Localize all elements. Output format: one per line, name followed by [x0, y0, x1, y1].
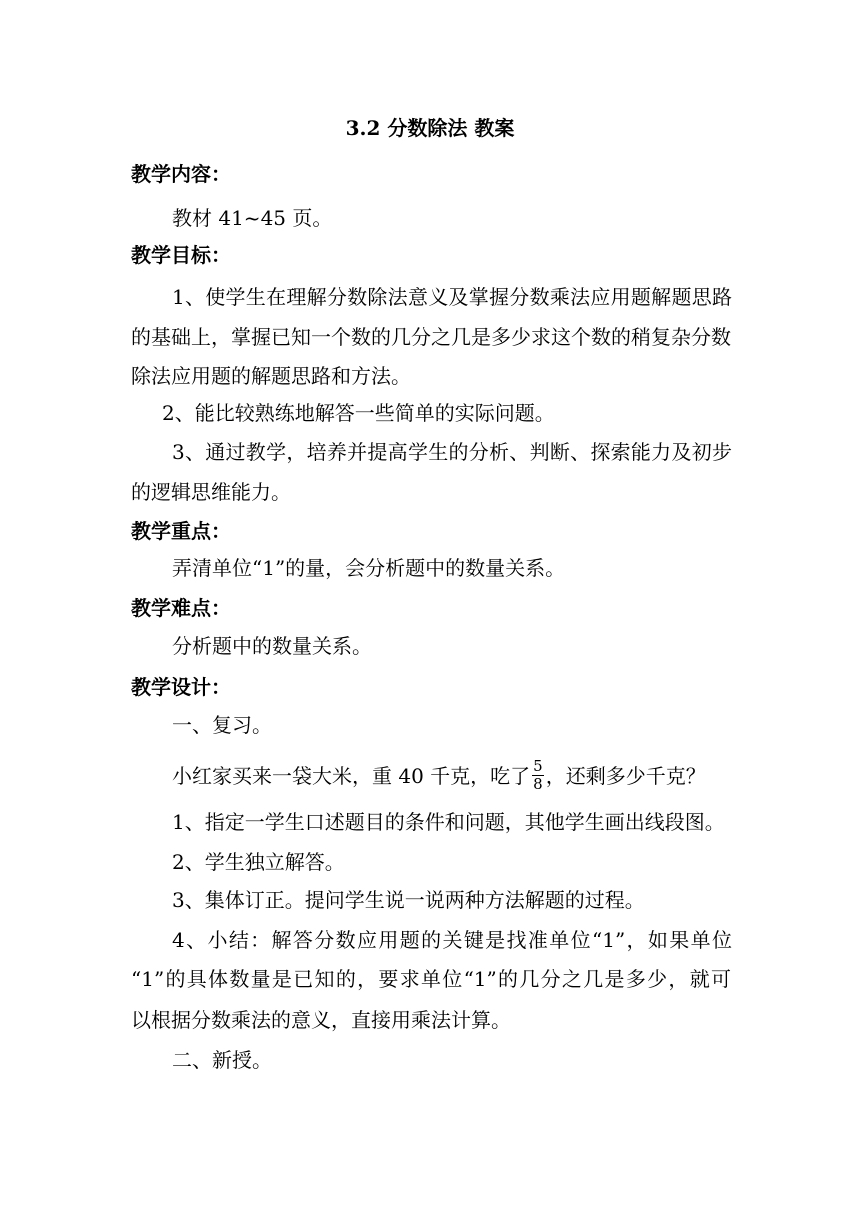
- review-heading: 一、复习。: [172, 713, 272, 737]
- content-heading: 教学内容：: [131, 162, 231, 186]
- design-heading: 教学设计：: [131, 675, 231, 699]
- step-4-line-2: “1”的具体数量是已知的，要求单位“1”的几分之几是多少，就可: [131, 967, 731, 991]
- goal-1-line-1: 1、使学生在理解分数除法意义及掌握分数乘法应用题解题思路: [172, 285, 732, 309]
- new-lesson-heading: 二、新授。: [172, 1048, 272, 1072]
- goal-1-line-2: 的基础上，掌握已知一个数的几分之几是多少求这个数的稍复杂分数: [131, 325, 731, 349]
- key-heading: 教学重点：: [131, 519, 231, 543]
- step-3: 3、集体订正。提问学生说一说两种方法解题的过程。: [172, 888, 645, 912]
- goal-2: 2、能比较熟练地解答一些简单的实际问题。: [162, 401, 555, 425]
- step-4-line-3: 以根据分数乘法的意义，直接用乘法计算。: [131, 1008, 511, 1032]
- page-title: 3.2 分数除法 教案: [345, 116, 515, 140]
- goals-heading: 教学目标：: [131, 243, 231, 267]
- step-4-line-1: 4、小结：解答分数应用题的关键是找准单位“1”，如果单位: [172, 928, 732, 952]
- goal-1-line-3: 除法应用题的解题思路和方法。: [131, 364, 411, 388]
- key-text: 弄清单位“1”的量，会分析题中的数量关系。: [172, 556, 566, 580]
- step-1: 1、指定一学生口述题目的条件和问题，其他学生画出线段图。: [172, 810, 725, 834]
- step-2: 2、学生独立解答。: [172, 850, 345, 874]
- review-problem: [172, 757, 732, 795]
- goal-3-line-1: 3、通过教学，培养并提高学生的分析、判断、探索能力及初步: [172, 440, 732, 464]
- fraction-denominator: 8: [533, 775, 543, 793]
- fraction-numerator: 5: [533, 757, 543, 775]
- problem-prefix: 小红家买来一袋大米，重 40 千克，吃了: [172, 764, 531, 788]
- goal-3-line-2: 的逻辑思维能力。: [131, 480, 291, 504]
- problem-suffix: ，还剩多少千克？: [545, 764, 706, 788]
- content-text: 教材 41~45 页。: [172, 206, 333, 230]
- difficulty-text: 分析题中的数量关系。: [172, 634, 372, 658]
- fraction: [532, 758, 544, 793]
- difficulty-heading: 教学难点：: [131, 596, 231, 620]
